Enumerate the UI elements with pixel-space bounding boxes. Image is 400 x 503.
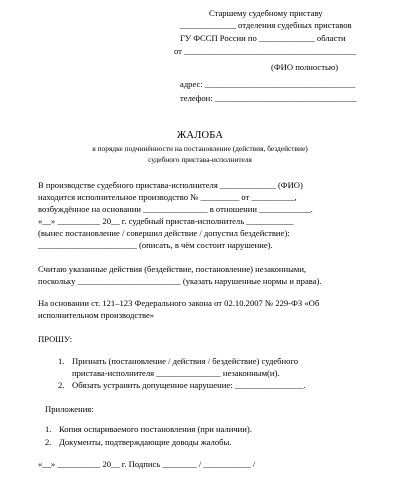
department-line: _____________ отделения судебных приставов: [180, 20, 352, 30]
request-item-1: [58, 356, 298, 367]
body-line: поскольку ________________________ (указать нарушенные нормы и права).: [38, 276, 322, 286]
body-line: На основании ст. 121–123 Федерального закона от 02.10.2007 № 229-ФЗ «Об: [38, 298, 320, 308]
region-line: ГУ ФССП России по _____________ области: [180, 33, 346, 43]
request-text: Обязать устранить допущенное нарушение: ________________.: [72, 380, 306, 390]
body-line: _______________________ (описать, в чём состоит нарушение).: [38, 240, 273, 250]
request-item-1-cont: пристава-исполнителя _______________ незаконным(и).: [72, 368, 280, 378]
request-item-2: [58, 380, 306, 391]
from-line: от ________________________________________: [174, 46, 356, 56]
addressee-line: Старшему судебному приставу: [209, 8, 323, 18]
fio-hint: (ФИО полностью): [271, 62, 339, 72]
list-number: 2.: [58, 380, 65, 390]
attachment-text: Документы, подтверждающие доводы жалобы.: [59, 437, 232, 447]
attachments-heading: Приложения:: [45, 404, 94, 414]
body-line: находится исполнительное производство № _________ от __________,: [38, 192, 297, 202]
body-line: (вынес постановление / совершил действие / допустил бездействие):: [38, 228, 290, 238]
body-line: исполнительном производстве»: [38, 310, 155, 320]
list-number: 1.: [45, 424, 52, 434]
body-line: «__» __________ 20__ г. судебный пристав-исполнитель ___________: [38, 216, 294, 226]
body-line: В производстве судебного пристава-исполнителя _____________ (ФИО): [38, 180, 303, 190]
attachment-item-1: [45, 424, 252, 435]
address-line: адрес: ___________________________________: [180, 79, 356, 89]
request-heading: ПРОШУ:: [38, 334, 73, 344]
list-number: 2.: [45, 437, 52, 447]
document-title: ЖАЛОБА: [176, 130, 224, 141]
body-line: возбуждённое на основании _______________ в отношении ____________.: [38, 204, 313, 214]
request-text: Признать (постановление / действия / бездействие) судебного: [72, 356, 299, 366]
document-subtitle-2: судебного пристава-исполнителя: [148, 155, 252, 164]
phone-line: телефон: _________________________________: [180, 93, 357, 103]
attachment-item-2: [45, 437, 231, 448]
signature-line: «__» __________ 20__ г. Подпись ________ / ___________ /: [38, 459, 256, 469]
body-line: Считаю указанные действия (бездействие, постановление) незаконными,: [38, 264, 307, 274]
attachment-text: Копия оспариваемого постановления (при наличии).: [59, 424, 252, 434]
list-number: 1.: [58, 356, 65, 366]
document-subtitle-1: в порядке подчинённости на постановление (действия, бездействие): [92, 144, 308, 153]
